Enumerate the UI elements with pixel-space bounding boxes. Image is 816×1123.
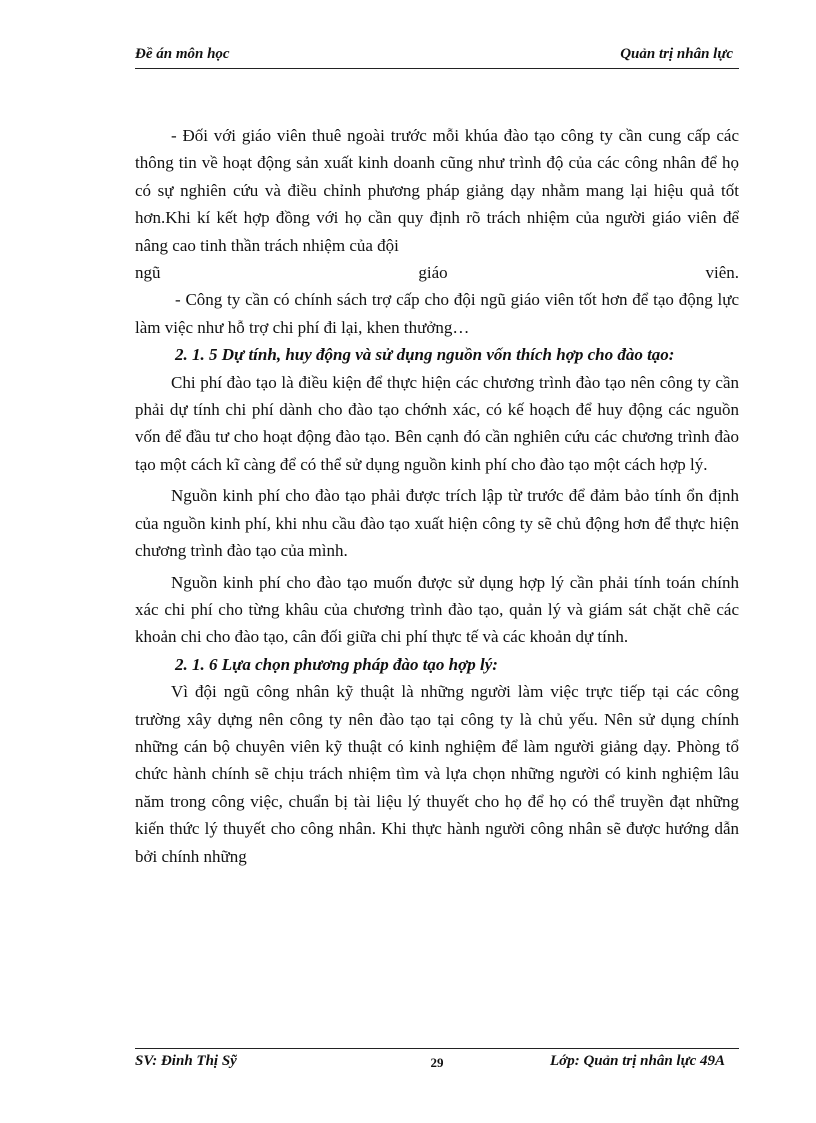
footer-class-name: Lớp: Quản trị nhân lực 49A bbox=[550, 1053, 725, 1069]
paragraph-funding-usage: Nguồn kinh phí cho đào tạo muốn được sử dụng hợp lý cần phải tính toán chính xác chi phí cho từng khâu của chương trình đào tạo, quản lý và giám sát chặt chẽ các khoản chi cho đào tạo, cân đối giữa chi phí thực tế và các khoản dự tính. bbox=[135, 572, 739, 647]
document-body bbox=[135, 122, 739, 870]
page-footer bbox=[135, 1048, 739, 1081]
paragraph-funding-source: Nguồn kinh phí cho đào tạo phải được trích lập từ trước để đảm bảo tính ổn định của nguồn kinh phí, khi nhu cầu đào tạo xuất hiện công ty sẽ chủ động hơn để thực hiện chương trình đào tạo của mình. bbox=[135, 486, 739, 561]
page-header bbox=[135, 44, 739, 69]
section-heading-2-1-5: 2. 1. 5 Dự tính, huy động và sử dụng nguồn vốn thích hợp cho đào tạo: bbox=[175, 345, 675, 365]
header-subject: Quản trị nhân lực bbox=[620, 46, 733, 62]
word-vien: viên. bbox=[705, 263, 739, 283]
paragraph-guest-teachers-text: - Đối với giáo viên thuê ngoài trước mỗi khúa đào tạo công ty cần cung cấp các thông tin về hoạt động sản xuất kinh doanh cũng như trình độ của các công nhân để họ có sự nghiên cứu và điều chỉnh phương pháp giảng dạy nhằm mang lại hiệu quả tốt hơn.Khi kí kết hợp đồng với họ cần quy định rõ trách nhiệm của người giáo viên để nâng cao tinh thần trách nhiệm của đội bbox=[135, 126, 739, 255]
word-ngu: ngũ bbox=[135, 263, 161, 283]
paragraph-guest-teachers bbox=[135, 122, 739, 259]
paragraph-teacher-allowance: - Công ty cần có chính sách trợ cấp cho đội ngũ giáo viên tốt hơn để tạo động lực làm việc như hỗ trợ chi phí đi lại, khen thưởng… bbox=[135, 290, 739, 337]
word-giao: giáo bbox=[418, 263, 448, 283]
footer-page-number: 29 bbox=[430, 1055, 444, 1070]
footer-student-name: SV: Đinh Thị Sỹ bbox=[135, 1053, 237, 1069]
paragraph-guest-teachers-last-line bbox=[135, 259, 739, 286]
paragraph-training-method: Vì đội ngũ công nhân kỹ thuật là những người làm việc trực tiếp tại các công trường xây dựng nên công ty nên đào tạo tại công ty là chủ yếu. Nên sử dụng chính những cán bộ chuyên viên kỹ thuật có kinh nghiệm để làm người giảng dạy. Phòng tổ chức hành chính sẽ chịu trách nhiệm tìm và lựa chọn những người có kinh nghiệm lâu năm trong công việc, chuẩn bị tài liệu lý thuyết cho họ để họ có thể truyền đạt những kiến thức lý thuyết cho công nhân. Khi thực hành người công nhân sẽ được hướng dẫn bởi chính những bbox=[135, 682, 739, 866]
section-heading-2-1-6: 2. 1. 6 Lựa chọn phương pháp đào tạo hợp lý: bbox=[175, 654, 498, 674]
header-document-type: Đề án môn học bbox=[135, 46, 230, 62]
paragraph-training-cost: Chi phí đào tạo là điều kiện để thực hiện các chương trình đào tạo nên công ty cần phải dự tính chi phí dành cho đào tạo chớnh xác, có kế hoạch để huy động các nguồn vốn để đầu tư cho hoạt động đào tạo. Bên cạnh đó cần nghiên cứu các chương trình đào tạo một cách kĩ càng để có thể sử dụng nguồn kinh phí cho đào tạo một cách hợp lý. bbox=[135, 372, 739, 474]
